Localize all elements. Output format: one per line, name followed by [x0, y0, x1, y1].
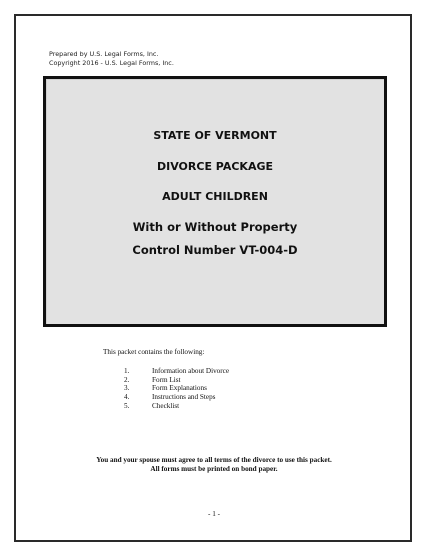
list-item-label: Information about Divorce: [152, 367, 230, 375]
list-item: [124, 393, 229, 402]
list-item-number: 4.: [124, 393, 130, 402]
preparer-info: [49, 50, 174, 67]
list-item: [124, 384, 229, 393]
page-number: - 1 -: [208, 510, 220, 518]
list-item-number: 3.: [124, 384, 130, 393]
agreement-notice: [0, 456, 428, 474]
children-title: ADULT CHILDREN: [162, 190, 268, 203]
list-item-label: Instructions and Steps: [152, 393, 216, 402]
list-item-number: 1.: [124, 367, 130, 375]
list-item-label: Form List: [152, 375, 181, 384]
package-title: DIVORCE PACKAGE: [157, 160, 273, 173]
contents-list: [124, 367, 229, 411]
list-item: [124, 376, 229, 385]
list-item-label: Checklist: [152, 401, 180, 410]
notice-line-bond-paper: All forms must be printed on bond paper.: [150, 465, 278, 473]
notice-line-agree: You and your spouse must agree to all terms of the divorce to use this packet.: [96, 456, 332, 464]
list-item-number: 5.: [124, 401, 130, 410]
copyright-line: Copyright 2016 - U.S. Legal Forms, Inc.: [49, 58, 174, 67]
property-title: With or Without Property: [132, 220, 298, 234]
list-item-label: Form Explanations: [152, 384, 207, 393]
contents-intro: This packet contains the following:: [103, 348, 205, 356]
prepared-by-line: Prepared by U.S. Legal Forms, Inc.: [49, 50, 159, 58]
title-box: [43, 76, 387, 327]
list-item: [124, 367, 229, 376]
state-title: STATE OF VERMONT: [153, 129, 277, 142]
list-item: [124, 402, 229, 411]
control-number: Control Number VT-004-D: [132, 243, 298, 257]
list-item-number: 2.: [124, 375, 130, 384]
